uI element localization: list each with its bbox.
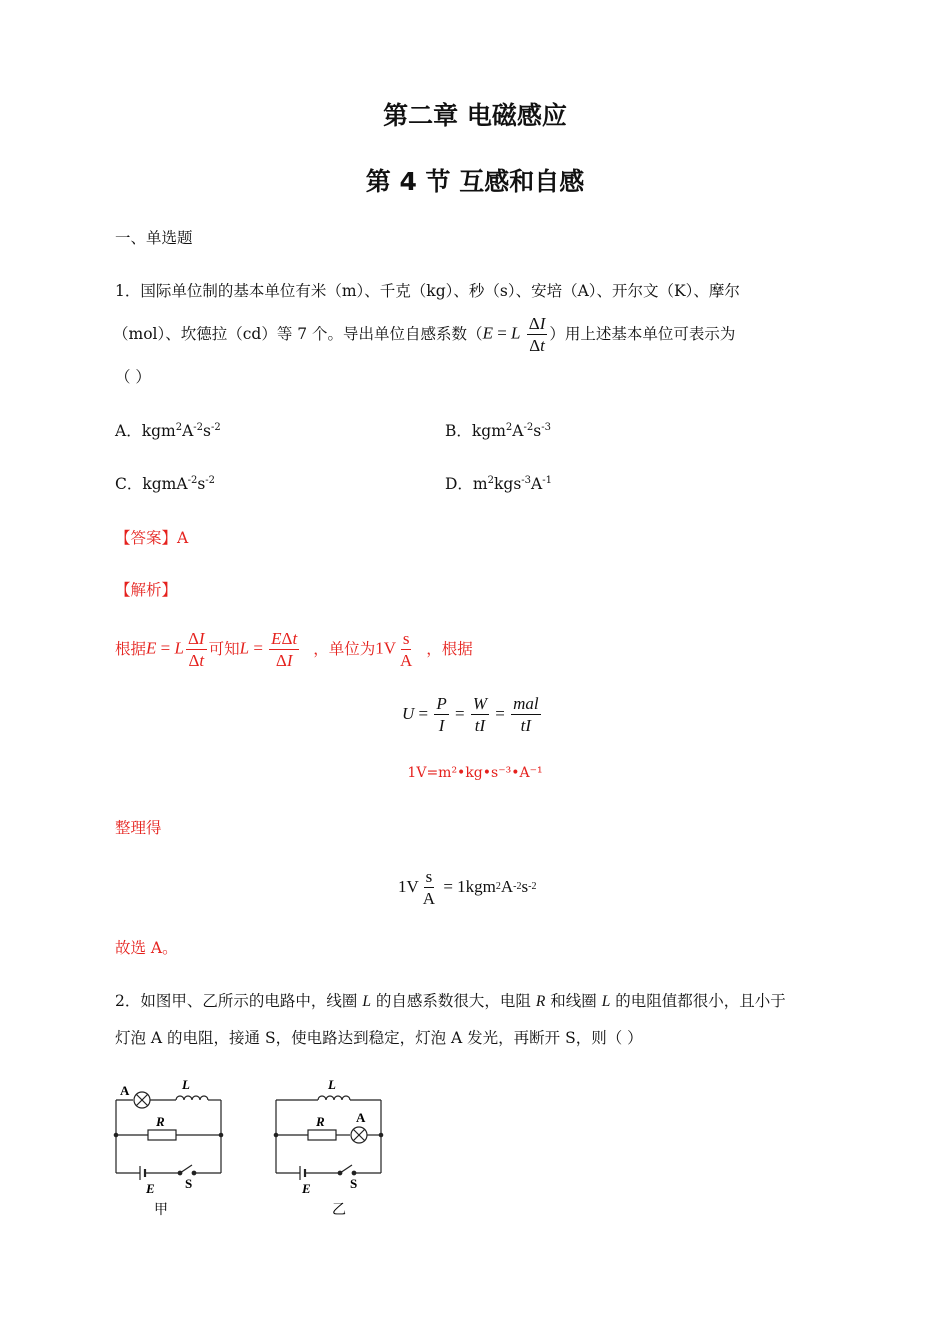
resistor-icon bbox=[148, 1130, 176, 1140]
label-R: R bbox=[156, 1114, 165, 1129]
sol-formula-1: E = L $\frac{\Delta I}{\Delta t}$ bbox=[146, 628, 205, 670]
inductor-icon bbox=[318, 1096, 350, 1100]
q1-line2-a: （mol）、坎德拉（cd）等 7 个。导出单位自感系数（ bbox=[113, 325, 483, 343]
result-equation: 1V $\frac{s}{A}$ = 1kgm 2 A -2 s -2 bbox=[398, 866, 537, 908]
inductor-icon bbox=[176, 1096, 208, 1100]
tidy-label: 整理得 bbox=[115, 819, 162, 837]
circuit-jia-diagram bbox=[110, 1075, 235, 1220]
label-A: A bbox=[356, 1110, 366, 1125]
label-S: S bbox=[350, 1176, 358, 1191]
figure-label-yi: 乙 bbox=[332, 1202, 346, 1218]
option-a: A．$kgm^2A^{-2}s^{-2}$ bbox=[115, 422, 221, 440]
section-title: 第 4 节 互感和自感 bbox=[365, 167, 585, 196]
part-heading: 一、单选题 bbox=[115, 229, 193, 247]
sol-prefix: 根据 bbox=[115, 640, 147, 658]
label-E: E bbox=[302, 1181, 311, 1196]
sol-unit-formula: 1V $\frac{s}{A}$ bbox=[375, 628, 413, 670]
sol-formula-2: L = $\frac{\text{EΔt}}{\Delta I}$ bbox=[239, 628, 298, 670]
label-S: S bbox=[185, 1176, 193, 1191]
sol-mid: 可知 bbox=[208, 640, 240, 658]
label-L: L bbox=[328, 1077, 336, 1092]
voltage-equation: U = $\frac{P}{I}$ = $\frac{W}{tI}$ = $\frac{\text{mal}}{tI}$ bbox=[402, 693, 539, 735]
q1-blank: （ ） bbox=[115, 368, 151, 386]
label-R: R bbox=[316, 1114, 325, 1129]
option-c: C．$kgmA^{-2}s^{-2}$ bbox=[115, 475, 216, 493]
answer-label: 【答案】A bbox=[115, 529, 189, 547]
result-value: 1kgm bbox=[457, 877, 496, 896]
circuit-yi-diagram bbox=[270, 1075, 395, 1220]
analysis-label: 【解析】 bbox=[115, 581, 178, 599]
q1-line1: 1．国际单位制的基本单位有米（m）、千克（kg）、秒（s）、安培（A）、开尔文（K）、摩尔 bbox=[115, 282, 740, 300]
sol-end: ，根据 bbox=[426, 640, 473, 658]
figure-label-jia: 甲 bbox=[154, 1202, 168, 1218]
sol-unit: ，单位为 bbox=[313, 640, 376, 658]
option-b: B．$kgm^2A^{-2}s^{-3}$ bbox=[445, 422, 551, 440]
q1-line2-b: ）用上述基本单位可表示为 bbox=[549, 325, 736, 343]
q1-line2 bbox=[113, 311, 735, 357]
volt-unit-equation: 1V=m²•kg•s⁻³•A⁻¹ bbox=[407, 765, 543, 781]
conclusion: 故选 A。 bbox=[115, 939, 178, 957]
q2-line1: 2．如图甲、乙所示的电路中，线圈 L 的自感系数很大，电阻 R 和线圈 L 的电阻值都很小，且小于 bbox=[115, 992, 786, 1010]
q1-formula: E = L $\frac{\Delta I}{\Delta t}$ bbox=[482, 313, 546, 355]
q2-line2: 灯泡 A 的电阻，接通 S，使电路达到稳定，灯泡 A 发光，再断开 S，则（ ） bbox=[115, 1029, 643, 1047]
option-d: D．$m^2kgs^{-3}A^{-1}$ bbox=[445, 475, 552, 493]
label-E: E bbox=[146, 1181, 155, 1196]
solution-line bbox=[115, 626, 473, 672]
resistor-icon bbox=[308, 1130, 336, 1140]
label-A: A bbox=[120, 1083, 130, 1098]
label-L: L bbox=[182, 1077, 190, 1092]
chapter-title: 第二章 电磁感应 bbox=[383, 101, 567, 130]
